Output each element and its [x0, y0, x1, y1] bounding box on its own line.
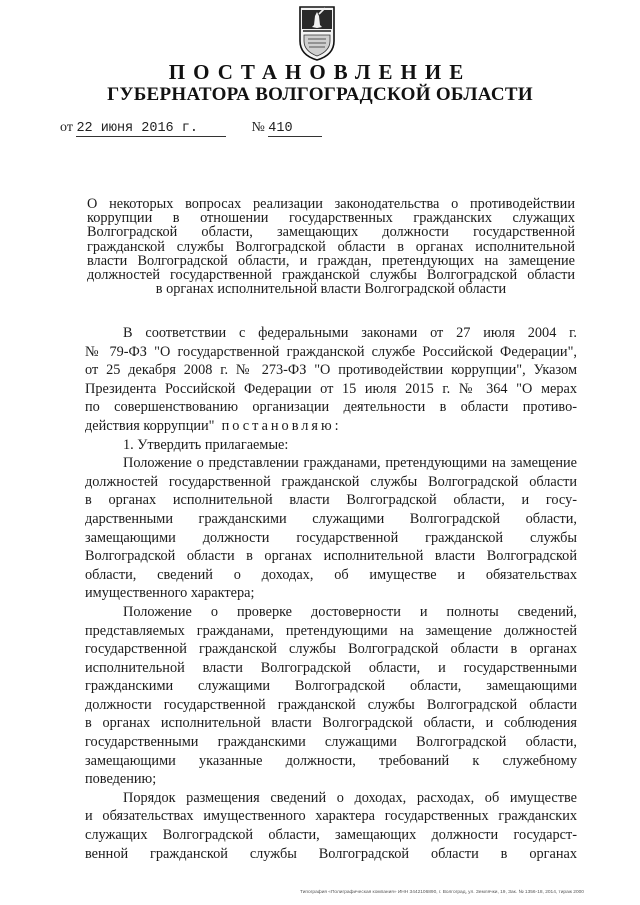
body-line: в органах исполнительной власти Волгоградской области, и соблюдения: [85, 715, 577, 732]
heading-line: власти Волгоградской области, и граждан, претендующих на замещение: [87, 252, 575, 269]
date-prefix: от: [60, 120, 73, 135]
body-line: должностей государственной гражданской службы Волгоградской области: [85, 473, 577, 490]
body-line: [85, 417, 577, 436]
date-field: [76, 121, 226, 137]
body-line: должности государственной гражданской службы Волгоградской области: [85, 696, 577, 713]
body-line: по совершенствованию организации деятельности в области противо-: [85, 399, 577, 416]
body-line: Президента Российской Федерации от 15 июля 2015 г. № 364 "О мерах: [85, 380, 577, 397]
body-line: служащих Волгоградской области, замещающих должности государст-: [85, 827, 577, 844]
heading-line: Волгоградской области, замещающих должности государственной: [87, 224, 575, 241]
body-line: области, сведений о доходах, об имуществе и обязательствах: [85, 566, 577, 583]
body-line: Положение о проверке достоверности и полноты сведений,: [123, 603, 577, 620]
body-line: Порядок размещения сведений о доходах, расходах, об имуществе: [123, 789, 577, 806]
heading-line: должностей государственной гражданской службы Волгоградской области: [87, 266, 575, 283]
body-line: дарственными гражданскими служащими Волгоградской области,: [85, 510, 577, 527]
body-line-text: действия коррупции": [85, 417, 215, 434]
body-line: 1. Утвердить прилагаемые:: [123, 436, 289, 453]
body-line: Волгоградской области в органах исполнительной власти Волгоградской: [85, 548, 577, 565]
document-type-title: ПОСТАНОВЛЕНИЕ: [168, 60, 472, 84]
body-line: гражданскими служащими Волгоградской области, замещающими: [85, 678, 577, 695]
heading-line: гражданской службы Волгоградской области в органах исполнительной: [87, 238, 575, 255]
body-line: № 79-ФЗ "О государственной гражданской службе Российской Федерации",: [85, 343, 577, 360]
document-heading: [87, 197, 575, 296]
decree-word: постановляю:: [221, 417, 342, 434]
body-line: государственными гражданскими служащими Волгоградской области,: [85, 734, 577, 751]
body-line: поведению;: [85, 771, 157, 788]
number-prefix: №: [251, 120, 265, 135]
body-line: и обязательствах имущественного характера государственных гражданских: [85, 808, 577, 825]
number-field: [268, 121, 322, 137]
body-line: представляемых гражданами, претендующими на замещение должностей: [85, 622, 577, 639]
date-value: 22 июня 2016 г.: [76, 121, 198, 136]
body-line: от 25 декабря 2008 г. № 273-ФЗ "О противодействии коррупции", Указом: [85, 362, 577, 379]
heading-line: в органах исполнительной власти Волгоградской области: [155, 281, 507, 298]
date-number-line: [60, 120, 322, 137]
body-line: государственной гражданской службы Волгоградской области в органах: [85, 641, 577, 658]
issuer-title: ГУБЕРНАТОРА ВОЛГОГРАДСКОЙ ОБЛАСТИ: [107, 84, 533, 105]
body-line: замещающими указанные должности, требований к служебному: [85, 752, 577, 769]
body-line: В соответствии с федеральными законами от 27 июля 2004 г.: [123, 325, 577, 341]
body-line: Положение о представлении гражданами, претендующими на замещение: [123, 455, 577, 472]
heading-line: О некоторых вопросах реализации законодательства о противодействии: [87, 196, 575, 212]
document-body: [85, 324, 577, 863]
printer-imprint: Типография «Полиграфическая компания» ИНН 3442106890, г. Волгоград, ул. Землячки, 19, Зак. № 1356-18, 2014, тираж 2000: [300, 890, 584, 895]
heading-line: коррупции в отношении государственных гражданских служащих: [87, 210, 575, 227]
body-line: венной гражданской службы Волгоградской области в органах: [85, 845, 577, 862]
body-line: имущественного характера;: [85, 585, 255, 602]
body-line: замещающими должности государственной гражданской службы: [85, 529, 577, 546]
number-value: 410: [268, 121, 293, 136]
coat-of-arms-icon: [298, 5, 336, 61]
body-line: в органах исполнительной власти Волгоградской области, и госу-: [85, 492, 577, 509]
body-line: исполнительной власти Волгоградской области, и государственными: [85, 659, 577, 676]
